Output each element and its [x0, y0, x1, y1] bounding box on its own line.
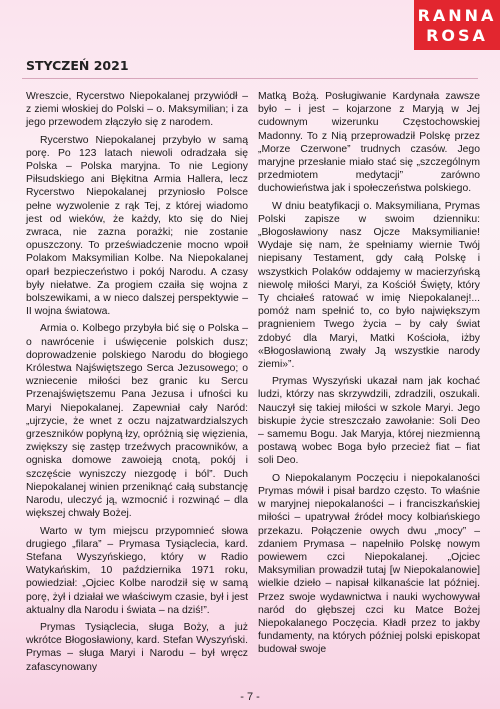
- left-column: [26, 90, 248, 678]
- paragraph: Armia o. Kolbego przybyła bić się o Polska – o nawrócenie i uświęcenie polskich dusz; doprowadzenie polskiego Narodu do błogiego Królestwa Najświętszego Serca Jezusowego; o wzniecenie miłości bez granic ku Sercu Przenajświętszemu Pana Jezusa i ufności ku Maryi Niepokalanej. Zapewniał cały Naród: „ujrzycie, że wnet z oczu najzatwardzialszych grzeszników popłyną łzy, opróżnią się więzienia, zwiększy się zastęp trzeźwych pracowników, a ogniska domowe zawoieją cnotą, pokój i szczęście wyniszczy niezgodę i ból”. Duch Niepokalanej winien przeniknąć całą substancję Narodu, uleczyć ją, wzmocnić i rozwinąć – dla większej chwały Bożej.: [26, 323, 248, 520]
- magazine-logo: [414, 0, 500, 50]
- logo-line-2: ROSA: [426, 26, 488, 45]
- paragraph: O Niepokalanym Poczęciu i niepokalaności Prymas mówił i pisał bardzo często. To właśnie w maryjnej niepokalaności – i franciszkańskiej miłości – upatrywał źródeł mocy kolbiańskiego przekazu. Połączenie owych dwu „mocy” – zdaniem Prymasa – napełniło Polskę nowym powiewem czci Niepokalanej. „Ojciec Maksymilian prowadził tutaj [w Niepokalanowie] wielkie dzieło – napisał kilkanaście lat później. Przez swoje wydawnictwa i nauki wychowywał naród do głębszej czci ku Matce Bożej Niepokalanego Poczęcia. Kładł przez to jakby fundamenty, na których później polski episkopat budował swoje: [258, 472, 480, 656]
- logo-line-1: RANNA: [417, 6, 497, 25]
- right-column: [258, 90, 480, 661]
- paragraph: Wreszcie, Rycerstwo Niepokalanej przywiódł – z ziemi włoskiej do Polski – o. Maksymilian; i za jego przewodem złączyło się z narodem.: [26, 91, 248, 129]
- paragraph: Prymas Tysiąclecia, sługa Boży, a już wkrótce Błogosławiony, kard. Stefan Wyszyński. Prymas – sługa Maryi i Narodu – był wręcz zafascynowany: [26, 621, 248, 673]
- paragraph: Prymas Wyszyński ukazał nam jak kochać ludzi, którzy nas skrzywdzili, zdradzili, oszukali. Nauczył się takiej miłości w szkole Maryi. Jego biskupie życie streszczało zawołanie: Soli Deo – samemu Bogu. Jak Maryja, której niezmienną postawą wobec Boga było przecież fiat – fiat soli Deo.: [258, 376, 480, 467]
- paragraph: Rycerstwo Niepokalanej przybyło w samą porę. Po 123 latach niewoli odradzała się Polska – Polska maryjna. To nie Legiony Piłsudskiego ani Błękitna Armia Hallera, lecz Rycerstwo Niepokalanej przyniosło Polsce pełne wyzwolenie z rąk Tej, z której wiadomo jest od wieków, że każdy, kto się do Niej zwraca, nie zazna porażki; nie zostanie opuszczony. To przeświadczenie mocno wpoił Polakom Maksymilian Kolbe. Na Niepokalanej oparł bezpieczeństwo i pokój Narodu. A czasy były niełatwe. Za progiem czaiła się wojna z bolszewikami, a w nieco dalszej perspektywie – II wojna światowa.: [26, 134, 248, 318]
- page-number: - 7 -: [240, 691, 260, 703]
- issue-date: STYCZEŃ 2021: [26, 58, 129, 73]
- paragraph: Matką Bożą. Posługiwanie Kardynała zawsze było – i jest – kojarzone z Maryją w Jej cudownym wizerunku Częstochowskiej Madonny. To z Nią przeprowadził Polskę przez „Morze Czerwone” trudnych czasów. Jego maryjne przesłanie miało stać się „szczególnym przedmiotem medytacji” zarówno duchowieństwa jak i społeczeństwa polskiego.: [258, 91, 480, 195]
- header-divider: [22, 78, 478, 79]
- paragraph: Warto w tym miejscu przypomnieć słowa drugiego „filara” – Prymasa Tysiąclecia, kard. Stefana Wyszyńskiego, który w Radio Watykańskim, 10 października 1971 roku, powiedział: „Ojciec Kolbe narodził się w samą porę, żył i działał we właściwym czasie, był i jest aktualny dla Narodu i świata – na dziś!”.: [26, 525, 248, 616]
- paragraph: W dniu beatyfikacji o. Maksymiliana, Prymas Polski zapisze w swoim dzienniku: „Błogosławiony nasz Ojcze Maksymilianie! Wydaje się nam, że spełniamy wiernie Twój niepisany Testament, gdy całą Polskę i wszystkich Polaków oddajemy w macierzyńską niewolę miłości Maryi, za Kościół Święty, który Ty chciałeś ratować w imię Niepokalanej!... pomóż nam spełnić to, co było największym pragnieniem Twego życia – by cały świat zdobyć dla Maryi, Matki Kościoła, iżby «Błogosławioną zwały Ją wszystkie narody ziemi»”.: [258, 200, 480, 371]
